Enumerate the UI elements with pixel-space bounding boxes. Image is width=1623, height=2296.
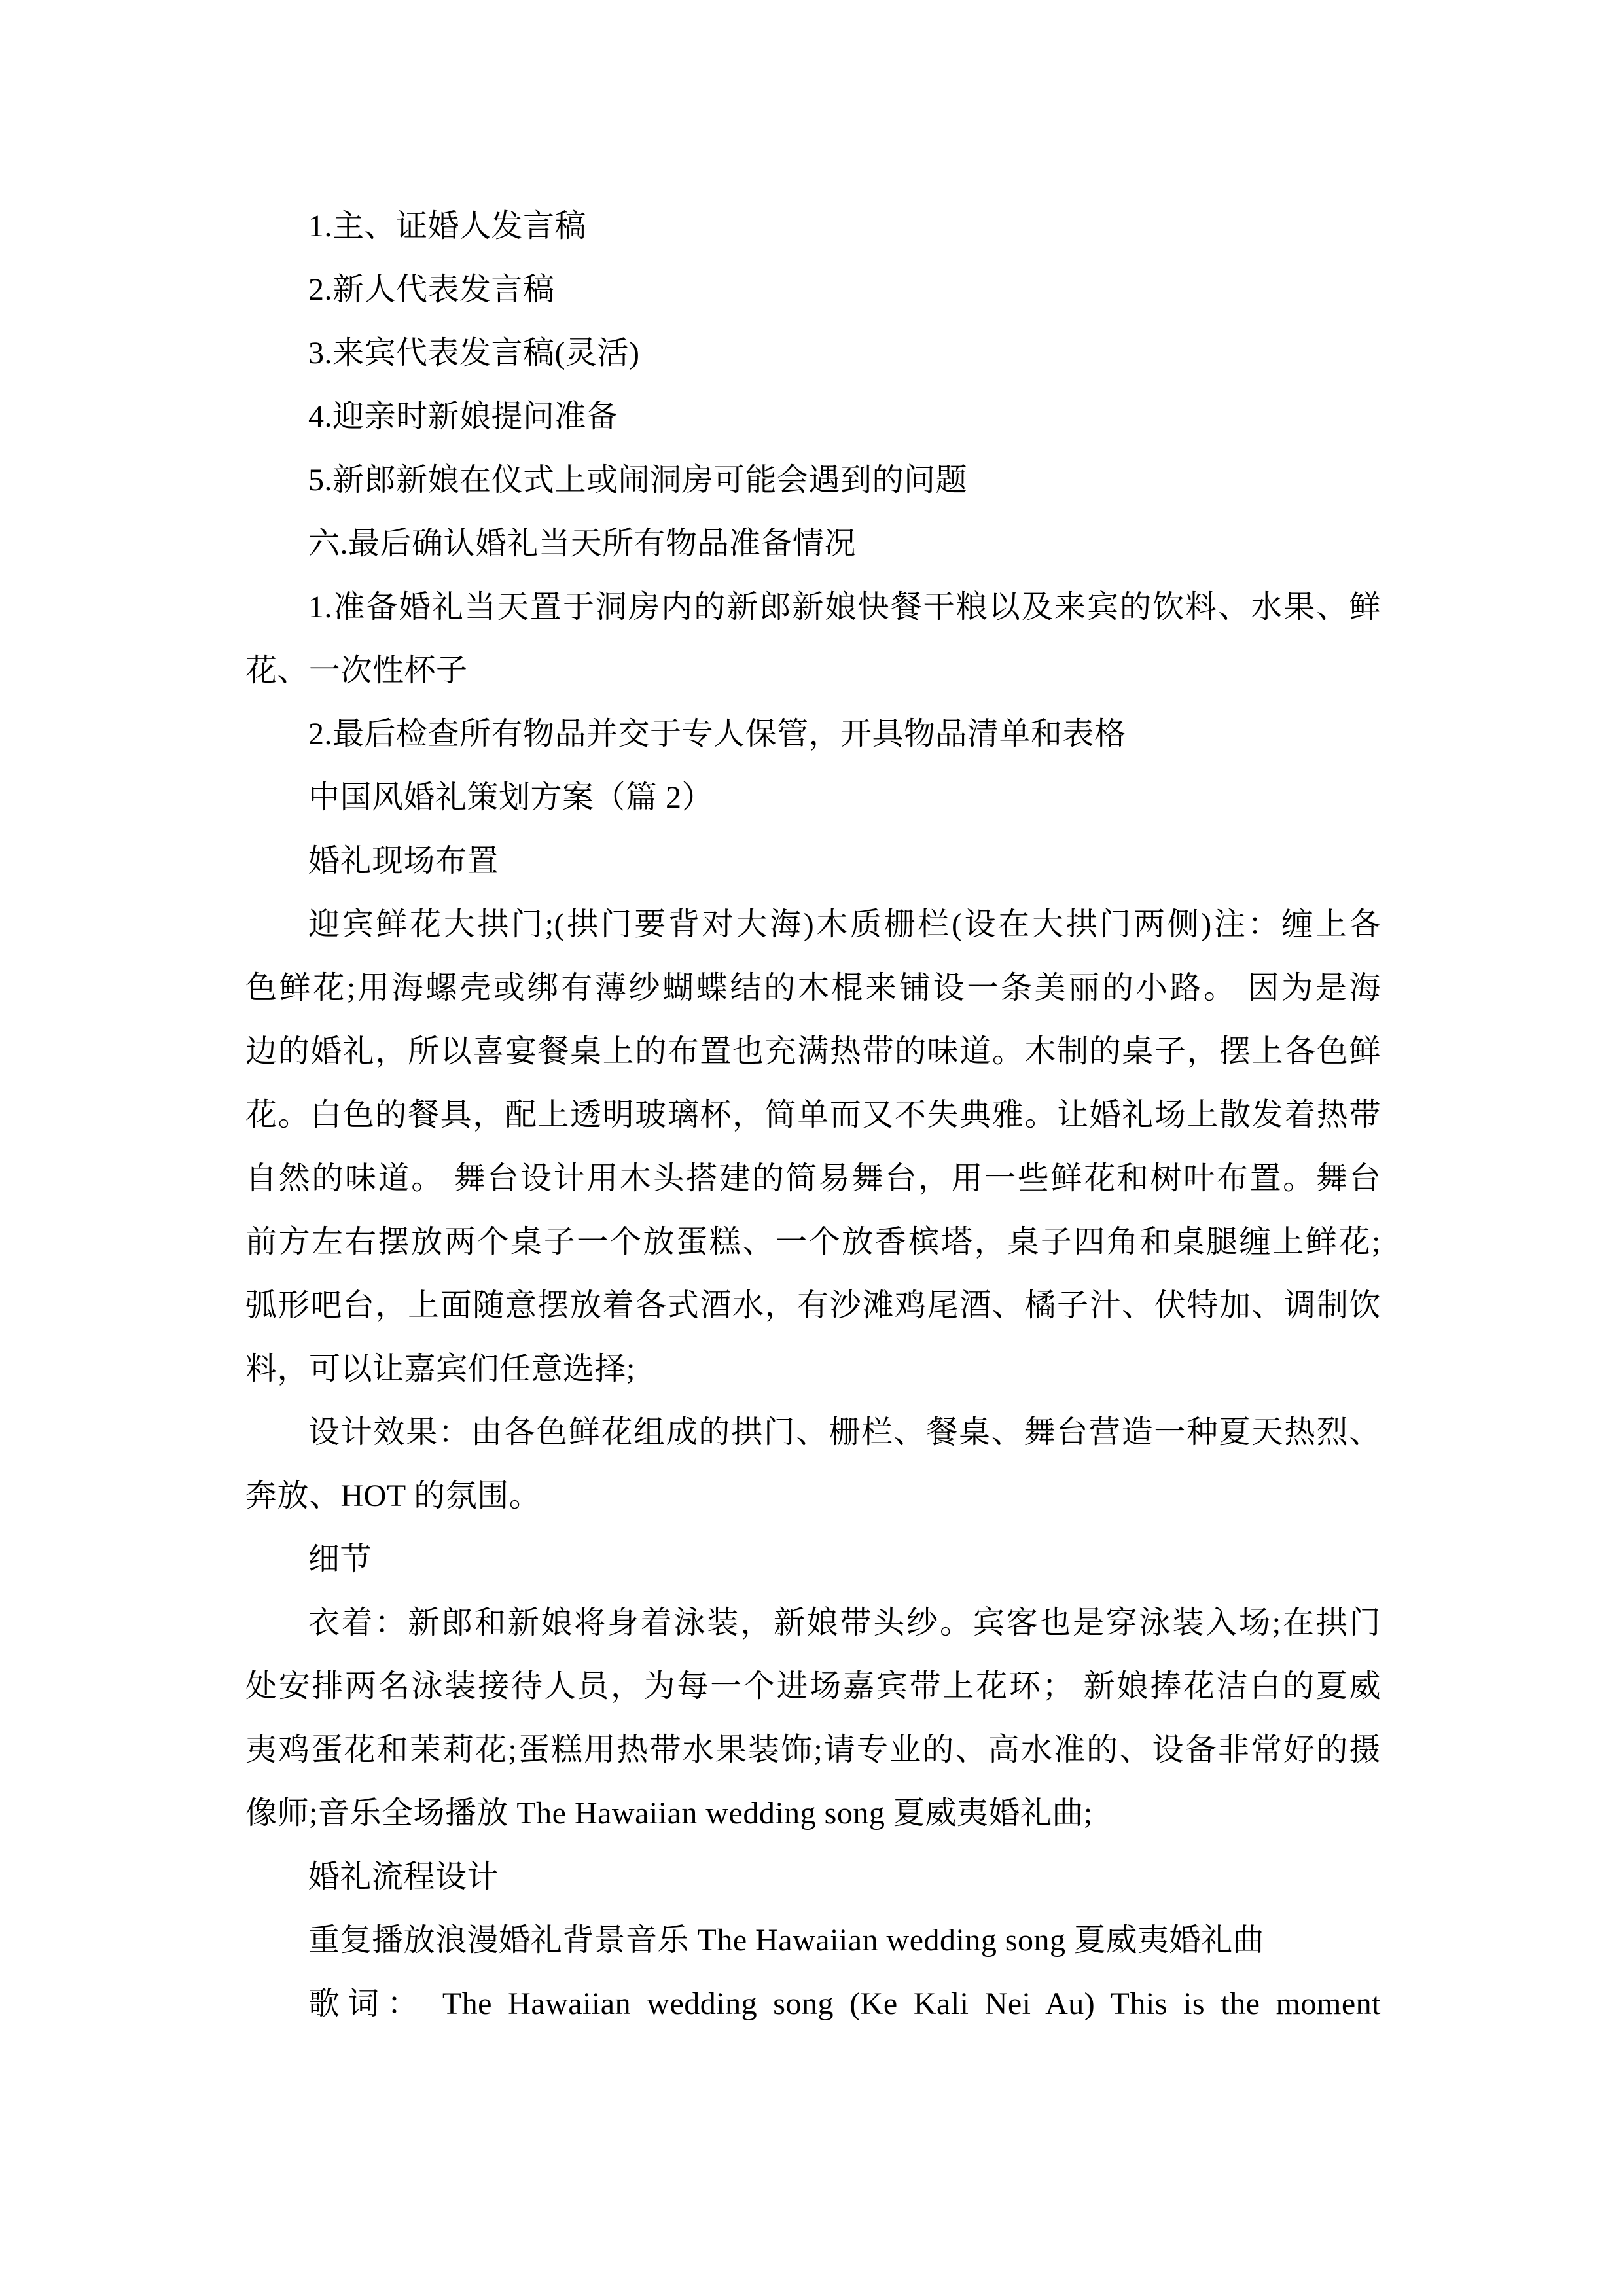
text-line: 婚礼流程设计 — [308, 1859, 499, 1894]
text-line: 中国风婚礼策划方案（篇 2） — [308, 780, 714, 815]
text-line: 重复播放浪漫婚礼背景音乐 The Hawaiian wedding song 夏威夷婚礼曲 — [308, 1923, 1265, 1958]
text-line: 设计效果：由各色鲜花组成的拱门、栅栏、餐桌、舞台营造一种夏天热烈、 — [308, 1415, 1381, 1450]
document-text-block — [245, 194, 1381, 2036]
text-line: 边的婚礼，所以喜宴餐桌上的布置也充满热带的味道。木制的桌子，摆上各色鲜 — [245, 1034, 1381, 1069]
text-line: 1.主、证婚人发言稿 — [308, 209, 587, 243]
text-line: 弧形吧台，上面随意摆放着各式酒水，有沙滩鸡尾酒、橘子汁、伏特加、调制饮 — [245, 1288, 1381, 1323]
text-line: 2.最后检查所有物品并交于专人保管，开具物品清单和表格 — [308, 717, 1126, 751]
text-line: 奔放、HOT 的氛围。 — [245, 1479, 541, 1513]
text-line: 花。白色的餐具，配上透明玻璃杯，简单而又不失典雅。让婚礼场上散发着热带 — [245, 1098, 1381, 1132]
text-line: 细节 — [308, 1542, 372, 1577]
text-line: 自然的味道。 舞台设计用木头搭建的简易舞台，用一些鲜花和树叶布置。舞台 — [245, 1161, 1381, 1196]
text-line: 处安排两名泳装接待人员，为每一个进场嘉宾带上花环； 新娘捧花洁白的夏威 — [245, 1669, 1381, 1704]
text-line: 1.准备婚礼当天置于洞房内的新郎新娘快餐干粮以及来宾的饮料、水果、鲜 — [308, 590, 1381, 624]
text-line: 花、一次性杯子 — [245, 653, 468, 688]
text-line: 像师;音乐全场播放 The Hawaiian wedding song 夏威夷婚礼曲; — [245, 1796, 1093, 1831]
text-line: 前方左右摆放两个桌子一个放蛋糕、一个放香槟塔，桌子四角和桌腿缠上鲜花; — [245, 1225, 1381, 1259]
text-line: 3.来宾代表发言稿(灵活) — [308, 336, 640, 370]
text-line: 5.新郎新娘在仪式上或闹洞房可能会遇到的问题 — [308, 463, 968, 497]
text-line: 六.最后确认婚礼当天所有物品准备情况 — [308, 526, 857, 561]
text-line: 衣着：新郎和新娘将身着泳装，新娘带头纱。宾客也是穿泳装入场;在拱门 — [308, 1605, 1381, 1640]
text-line: 料，可以让嘉宾们任意选择; — [245, 1352, 635, 1386]
text-line: 4.迎亲时新娘提问准备 — [308, 399, 618, 434]
text-line: 婚礼现场布置 — [308, 844, 499, 878]
text-line: 色鲜花;用海螺壳或绑有薄纱蝴蝶结的木棍来铺设一条美丽的小路。 因为是海 — [245, 971, 1381, 1005]
text-line: 歌词： The Hawaiian wedding song (Ke Kali Nei Au) This is the moment — [308, 1986, 1381, 2021]
text-line: 夷鸡蛋花和茉莉花;蛋糕用热带水果装饰;请专业的、高水准的、设备非常好的摄 — [245, 1732, 1381, 1767]
text-line: 2.新人代表发言稿 — [308, 272, 555, 307]
text-line: 迎宾鲜花大拱门;(拱门要背对大海)木质栅栏(设在大拱门两侧)注：缠上各 — [308, 907, 1381, 942]
